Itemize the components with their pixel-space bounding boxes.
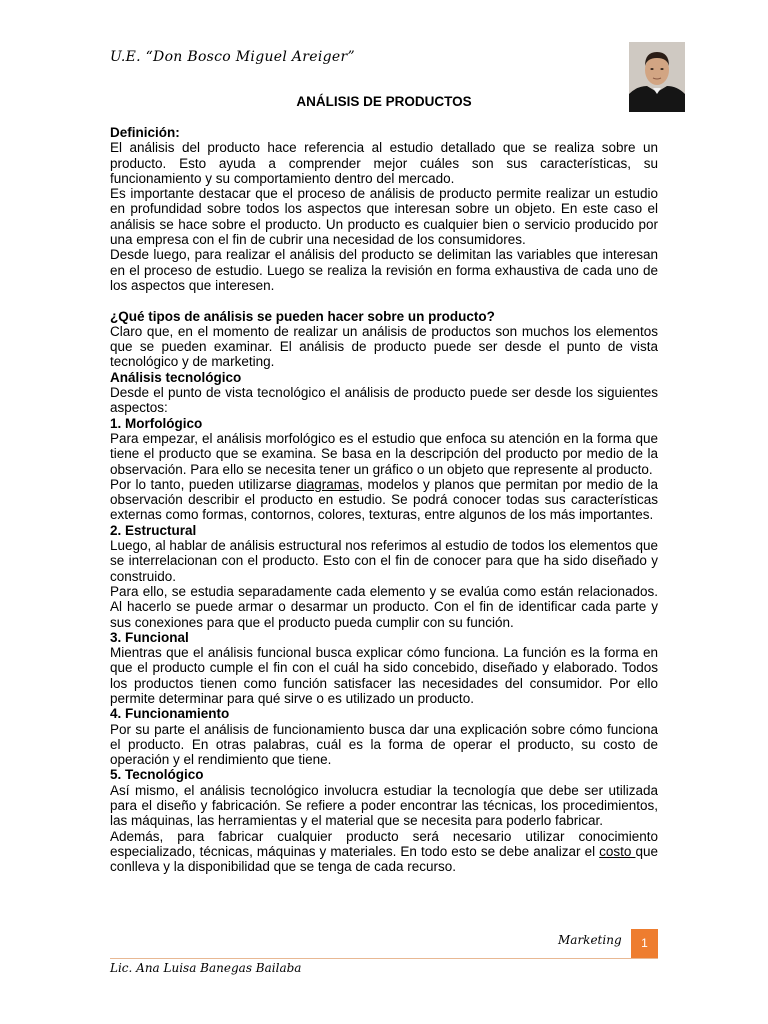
footer-divider	[110, 958, 658, 959]
paragraph: Desde el punto de vista tecnológico el análisis de producto puede ser desde los siguientes aspectos:	[110, 385, 658, 416]
heading-funcional: 3. Funcional	[110, 629, 189, 645]
heading-estructural: 2. Estructural	[110, 522, 197, 538]
text-run: que conlleva y la disponibilidad que se tenga de cada recurso.	[110, 843, 658, 875]
heading-definicion: Definición:	[110, 125, 180, 140]
heading-morfologico: 1. Morfológico	[110, 415, 203, 431]
paragraph	[110, 829, 658, 875]
paragraph: Para ello, se estudia separadamente cada elemento y se evalúa como están relacionados. Al hacerlo se puede armar o desarmar un producto. Con el fin de identificar cada parte y sus conexiones para que el producto pueda cumplir con su función.	[110, 583, 658, 630]
paragraph: El análisis del producto hace referencia al estudio detallado que se realiza sobre un producto. Esto ayuda a comprender mejor cuáles son sus características, su funcionamiento y su comportamiento dentro del mercado.	[110, 140, 658, 186]
document-title: ANÁLISIS DE PRODUCTOS	[296, 94, 472, 109]
paragraph: Así mismo, el análisis tecnológico involucra estudiar la tecnología que debe ser utilizada para el diseño y fabricación. Se refiere a poder encontrar las técnicas, los procedimientos, las máquinas, las herramientas y el material que se necesita para poderlo fabricar.	[110, 782, 658, 829]
text-run: , modelos y planos que permitan por medio de la observación describir el producto en estudio. Se podrá conocer todas sus características externas como formas, contornos, colores, texturas, entre algunos de los más importantes.	[110, 476, 658, 523]
footer-author: Lic. Ana Luisa Banegas Bailaba	[110, 961, 302, 975]
paragraph: Desde luego, para realizar el análisis del producto se delimitan las variables que interesan en el proceso de estudio. Luego se realiza la revisión en forma exhaustiva de cada uno de los aspectos que interesen.	[110, 247, 658, 293]
paragraph	[110, 477, 658, 523]
footer-subject: Marketing	[558, 933, 622, 947]
heading-tipos: ¿Qué tipos de análisis se pueden hacer sobre un producto?	[110, 308, 495, 324]
text-run: Por lo tanto, pueden utilizarse	[110, 476, 297, 492]
heading-tecnologico: 5. Tecnológico	[110, 767, 204, 783]
paragraph: Es importante destacar que el proceso de análisis de producto permite realizar un estudio en profundidad sobre todos los aspectos que interesan sobre un objeto. En este caso el análisis se hace sobre el producto. Un producto es cualquier bien o servicio producido por una empresa con el fin de cubrir una necesidad de los consumidores.	[110, 186, 658, 248]
paragraph: Claro que, en el momento de realizar un análisis de productos son muchos los elementos que se pueden examinar. El análisis de producto puede ser desde el punto de vista tecnológico y de marketing.	[110, 323, 658, 370]
heading-funcionamiento: 4. Funcionamiento	[110, 706, 230, 722]
paragraph: Luego, al hablar de análisis estructural nos referimos al estudio de todos los elementos que se interrelacionan con el producto. Esto con el fin de conocer para que ha sido diseñado y construido.	[110, 538, 658, 584]
paragraph: Mientras que el análisis funcional busca explicar cómo funciona. La función es la forma en que el producto cumple el fin con el cuál ha sido concebido, diseñado y elaborado. Todos los productos tienen como función satisfacer las necesidades del consumidor. Por ello permite determinar para qué sirve o es utilizado un producto.	[110, 645, 658, 706]
costo-link[interactable]: costo	[599, 843, 636, 859]
heading-analisis-tecnologico: Análisis tecnológico	[110, 369, 242, 385]
text-run: Además, para fabricar cualquier producto será necesario utilizar conocimiento especializado, técnicas, máquinas y materiales. En todo esto se debe analizar el	[110, 828, 658, 859]
school-name: U.E. “Don Bosco Miguel Areiger”	[110, 49, 355, 65]
paragraph: Por su parte el análisis de funcionamiento busca dar una explicación sobre cómo funciona el producto. En otras palabras, cuál es la forma de operar el producto, su costo de operación y el rendimiento que tiene.	[110, 721, 658, 768]
spacer	[110, 293, 658, 308]
paragraph: Para empezar, el análisis morfológico es el estudio que enfoca su atención en la forma que tiene el producto que se examina. Se basa en la descripción del producto por medio de la observación. Para ello se necesita tener un gráfico o un objeto que represente al producto.	[110, 430, 658, 477]
page-number-badge: 1	[631, 929, 658, 958]
diagramas-link[interactable]: diagramas	[296, 476, 360, 492]
document-body	[110, 125, 658, 875]
